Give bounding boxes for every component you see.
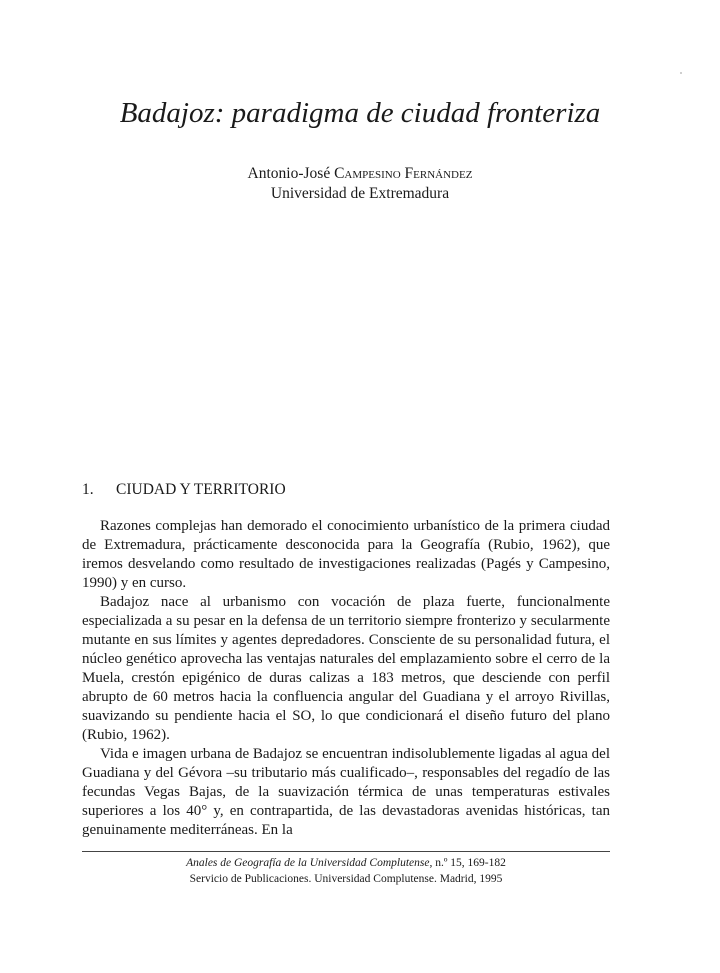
body-text (82, 517, 610, 840)
section-heading (82, 480, 286, 500)
journal-name: Anales de Geografía de la Universidad Complutense, (186, 857, 433, 869)
author-line (100, 164, 620, 184)
page-footer (82, 855, 610, 887)
scan-speck (680, 72, 682, 74)
section-title: CIUDAD Y TERRITORIO (116, 481, 286, 498)
publisher-line: Servicio de Publicaciones. Universidad Complutense. Madrid, 1995 (189, 873, 503, 885)
journal-citation (82, 855, 610, 871)
section-number: 1. (82, 481, 94, 498)
paragraph: Razones complejas han demorado el conocimiento urbanístico de la primera ciudad de Extremadura, prácticamente desconocida para la Geografía (Rubio, 1962), que iremos desvelando como resultado de investigaciones realizadas (Pagés y Campesino, 1990) y en curso. (82, 518, 610, 591)
paragraph: Vida e imagen urbana de Badajoz se encuentran indisolublemente ligadas al agua del Guadiana y del Gévora –su tributario más cualificado–, responsables del regadío de las fecundas Vegas Bajas, de la suavización térmica de unas temperaturas estivales superiores a los 40° y, en contrapartida, de las devastadoras avenidas históricas, tan genuinamente mediterráneas. En la (82, 746, 610, 838)
paragraph: Badajoz nace al urbanismo con vocación de plaza fuerte, funcionalmente especializada a su pesar en la defensa de un territorio siempre fronterizo y secularmente mutante en sus límites y agentes depredadores. Consciente de su personalidad futura, el núcleo genético aprovecha las ventajas naturales del emplazamiento sobre el cerro de la Muela, crestón epigénico de duras calizas a 183 metros, que desciende con perfil abrupto de 60 metros hacia la confluencia angular del Guadiana y el arroyo Rivillas, suavizando su pendiente hacia el SO, lo que condicionará el diseño futuro del plano (Rubio, 1962). (82, 594, 610, 743)
article-title: Badajoz: paradigma de ciudad fronteriza (119, 97, 601, 129)
author-affiliation: Universidad de Extremadura (270, 185, 450, 202)
volume-pages: n.º 15, 169-182 (432, 857, 506, 869)
footer-rule (82, 851, 610, 852)
author-given-name: Antonio-José (247, 165, 331, 182)
author-surname: Campesino Fernández (334, 165, 473, 182)
